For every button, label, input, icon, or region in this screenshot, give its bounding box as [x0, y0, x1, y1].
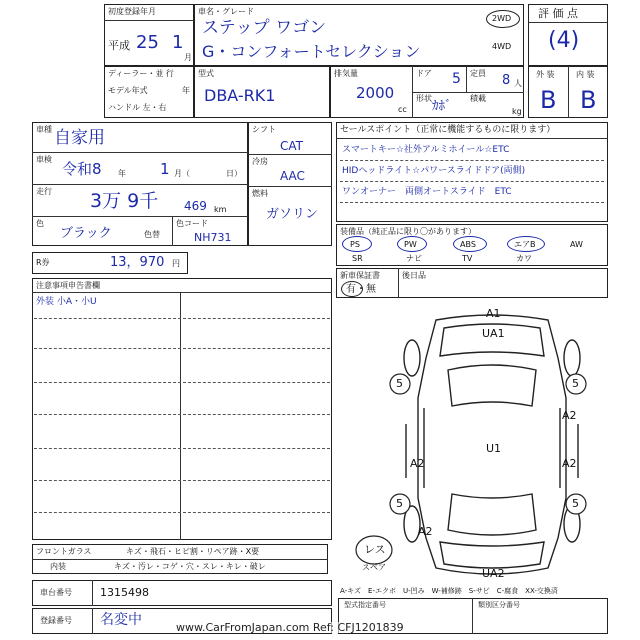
warranty-value: 有・無 — [346, 284, 376, 295]
fuel-value: ガソリン — [266, 207, 319, 222]
inspection-month-unit: 月（ — [174, 169, 190, 178]
doors: 5 — [452, 71, 461, 87]
vehicle-no: 1315498 — [100, 586, 149, 599]
divider — [32, 216, 248, 217]
damage-label: U1 — [486, 442, 502, 455]
recycle-label: R券 — [36, 258, 50, 267]
exterior-label: 外 装 — [536, 70, 555, 79]
divider — [248, 154, 332, 155]
warranty-label: 新車保証書 — [340, 271, 380, 280]
dealer-label: ディーラー・並 行 — [108, 69, 174, 78]
fuel-label: 燃料 — [252, 189, 268, 198]
equip-ps: PS — [350, 240, 360, 249]
cc-unit: cc — [398, 105, 407, 114]
sales-point-2: HIDヘッドライト☆パワースライドドア(両側) — [342, 166, 526, 176]
equip-circle — [453, 236, 487, 252]
divider — [34, 414, 330, 415]
divider — [172, 216, 173, 246]
front-glass-label: フロントガラス — [36, 547, 92, 556]
divider — [528, 22, 608, 23]
load-label: 積載 — [470, 94, 486, 103]
interior-cond-text: キズ・汚レ・コゲ・穴・スレ・キレ・破レ — [114, 562, 266, 571]
damage-legend: A-キズ E-エクボ U-凹み W-補修跡 S-サビ C-腐食 XX-交換済 — [340, 587, 558, 595]
mileage-value: 3万 9千 — [90, 190, 159, 212]
shift-value: CAT — [280, 139, 303, 153]
recycle-unit: 円 — [172, 259, 180, 268]
capacity-unit: 人 — [514, 79, 522, 88]
equip-airbag: エアB — [514, 240, 536, 249]
model-cat-label: 型式指定番号 — [344, 601, 386, 609]
spare-caption: スペア — [362, 563, 386, 572]
equip-leather: カワ — [516, 254, 532, 263]
type-label: 車種 — [36, 125, 52, 134]
door-label: ドア — [416, 69, 432, 78]
divider — [248, 186, 332, 187]
divider — [32, 152, 248, 153]
sales-point-1: スマートキー☆社外アルミホイール☆ETC — [342, 145, 510, 155]
divider — [340, 160, 604, 161]
exterior-grade: B — [540, 86, 557, 114]
divider — [340, 181, 604, 182]
drive-4wd: 4WD — [492, 42, 512, 51]
color-change-label: 色替 — [144, 230, 160, 239]
divider — [34, 512, 330, 513]
equipment-title: 装備品（純正品に限り〇があります） — [340, 227, 476, 236]
inspection-era: 令和8 — [62, 160, 102, 178]
grade: G・コンフォートセレクション — [202, 42, 421, 61]
interior-cond-label: 内装 — [50, 562, 66, 571]
capacity-label: 定員 — [470, 69, 486, 78]
vehicle-no-box — [32, 580, 332, 606]
sales-point-3: ワンオーナー 両側オートスライド ETC — [342, 187, 512, 197]
front-glass-text: キズ・飛石・ヒビ割・リペア跡・X要 — [126, 547, 260, 556]
spare-label: レス — [364, 543, 386, 556]
equip-circle — [397, 236, 427, 252]
interior-grade: B — [580, 86, 597, 114]
model-label: 型式 — [198, 69, 214, 78]
damage-label: A2 — [418, 525, 433, 538]
afterfit-label: 後日品 — [402, 271, 426, 280]
capacity: 8 — [502, 73, 511, 88]
divider — [34, 480, 330, 481]
interior-label: 内 装 — [576, 70, 595, 79]
reg-year: 25 — [136, 32, 159, 53]
inspection-year-unit: 年 — [118, 169, 126, 178]
inspection-label: 車検 — [36, 155, 52, 164]
divider — [32, 292, 332, 293]
damage-label: 5 — [572, 377, 579, 390]
recycle-value: 13，970 — [110, 255, 165, 270]
km-unit: km — [214, 205, 227, 214]
divider — [568, 66, 569, 118]
equip-aw: AW — [570, 240, 583, 249]
shape-label: 形状 — [416, 94, 432, 103]
divider — [34, 348, 330, 349]
color-code-label: 色コード — [176, 219, 208, 228]
car-name: ステップ ワゴン — [202, 18, 327, 38]
damage-label: 5 — [572, 497, 579, 510]
divider — [92, 580, 93, 606]
notes-line-1: 外装 小A・小U — [36, 297, 97, 307]
divider — [472, 598, 473, 634]
damage-label: A1 — [486, 307, 501, 320]
equip-circle — [507, 236, 545, 252]
displacement-label: 排気量 — [334, 69, 358, 78]
notes-title: 注意事項申告書欄 — [36, 281, 100, 290]
equip-pw: PW — [404, 240, 417, 249]
displacement: 2000 — [356, 84, 395, 102]
divider — [340, 202, 604, 203]
year-unit: 年 — [182, 86, 190, 95]
handle-label: ハンドル 左・右 — [108, 103, 167, 112]
sales-points-title: セールスポイント（正常に機能するものに限ります） — [340, 125, 556, 135]
equip-sr: SR — [352, 254, 363, 263]
ac-value: AAC — [280, 169, 305, 183]
shift-label: シフト — [252, 125, 276, 134]
era-label: 平成 — [108, 39, 130, 52]
drive-2wd: 2WD — [492, 14, 512, 23]
divider — [32, 184, 248, 185]
reg-month: 1 — [172, 32, 184, 53]
equip-tv: TV — [462, 254, 473, 263]
month-unit: 月 — [184, 53, 192, 62]
inspection-day-unit: 日） — [226, 169, 242, 178]
divider — [104, 20, 194, 21]
name-grade-label: 車名・グレード — [198, 7, 254, 16]
damage-label: 5 — [396, 377, 403, 390]
damage-label: UA2 — [482, 567, 505, 580]
damage-label: A2 — [562, 409, 577, 422]
evaluation-score: (4) — [548, 28, 580, 53]
equip-abs: ABS — [460, 240, 476, 249]
divider — [92, 608, 93, 634]
damage-label: UA1 — [482, 327, 505, 340]
category-label: 類別区分番号 — [478, 601, 520, 609]
divider — [398, 268, 399, 298]
equip-navi: ナビ — [406, 254, 422, 263]
inspection-month: 1 — [160, 160, 170, 178]
color-value: ブラック — [60, 226, 112, 241]
damage-label: 5 — [396, 497, 403, 510]
damage-label: A2 — [562, 457, 577, 470]
first-registration-label: 初度登録年月 — [108, 7, 156, 16]
equip-circle — [342, 236, 372, 252]
type-value: 自家用 — [54, 128, 105, 148]
divider — [32, 559, 328, 560]
mileage-label: 走行 — [36, 187, 52, 196]
color-code: NH731 — [194, 231, 232, 244]
divider — [34, 448, 330, 449]
reg-no: 名変中 — [100, 612, 142, 628]
divider — [412, 92, 524, 93]
car-damage-diagram — [336, 298, 608, 584]
ac-label: 冷房 — [252, 157, 268, 166]
warranty-circle — [341, 281, 363, 297]
model-code: DBA-RK1 — [204, 86, 276, 105]
divider — [34, 318, 330, 319]
watermark: www.CarFromJapan.com Ref: CFJ1201839 — [176, 621, 404, 634]
divider — [466, 66, 467, 92]
mileage-sub: 469 — [184, 199, 207, 213]
reg-no-label: 登録番号 — [40, 616, 72, 625]
color-label: 色 — [36, 219, 44, 228]
damage-label: A2 — [410, 457, 425, 470]
vehicle-no-label: 車台番号 — [40, 588, 72, 597]
divider — [336, 138, 608, 139]
model-year-label: モデル年式 — [108, 86, 148, 95]
divider — [34, 382, 330, 383]
evaluation-label: 評 価 点 — [538, 7, 578, 20]
kg-unit: kg — [512, 107, 522, 116]
shape: ｶﾎﾞ — [432, 99, 452, 114]
divider — [180, 292, 181, 540]
